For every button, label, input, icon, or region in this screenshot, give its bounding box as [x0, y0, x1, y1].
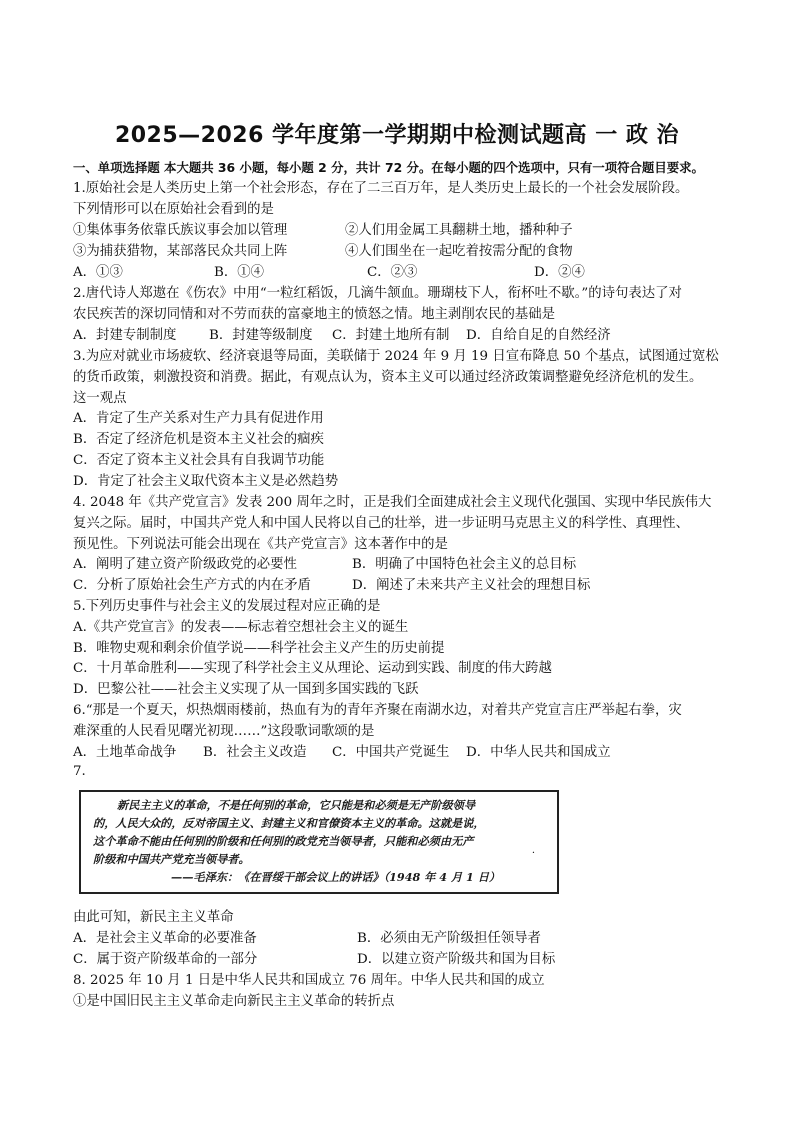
q7-option-c: C．属于资产阶级革命的一部分: [73, 952, 258, 967]
q4-stem-line-1: 4. 2048 年《共产党宣言》发表 200 周年之时，正是我们全面建成社会主义现代化强国、实现中华民族伟大: [73, 495, 712, 510]
q6-option-b: B．社会主义改造: [203, 745, 307, 760]
q2-option-d: D．自给自足的自然经济: [466, 328, 611, 343]
q2-option-a: A．封建专制制度: [73, 328, 177, 343]
q3-stem-line-2: 的货币政策，刺激投资和消费。据此，有观点认为，资本主义可以通过经济政策调整避免经济危机的发生。: [73, 370, 703, 385]
q1-option-b: B．①④: [214, 265, 265, 280]
q6-stem-line-2: 难深重的人民看见曙光初现……”这段歌词歌颂的是: [73, 724, 375, 739]
q3-stem-line-1: 3.为应对就业市场疲软、经济衰退等局面，美联储于 2024 年 9 月 19 日宣布降息 50 个基点，试图通过宽松: [73, 349, 719, 364]
q1-item-4: ④人们围坐在一起吃着按需分配的食物: [345, 244, 573, 259]
q6-option-c: C．中国共产党诞生: [332, 745, 450, 760]
q5-stem: 5.下列历史事件与社会主义的发展过程对应正确的是: [73, 599, 381, 614]
q7-number: 7.: [73, 764, 86, 779]
q1-item-1: ①集体事务依靠氏族议事会加以管理: [73, 223, 288, 238]
quote-source: ——毛泽东：《在晋绥干部会议上的讲话》（1948 年 4 月 1 日）: [171, 870, 501, 884]
q1-option-c: C．②③: [367, 265, 418, 280]
exam-title: 2025—2026 学年度第一学期期中检测试题高 一 政 治: [114, 123, 680, 148]
q2-option-b: B．封建等级制度: [209, 328, 313, 343]
q2-stem-line-2: 农民疾苦的深切同情和对不劳而获的富豪地主的愤怒之情。地主剥削农民的基础是: [73, 307, 556, 322]
q5-option-b: B．唯物史观和剩余价值学说——科学社会主义产生的历史前提: [73, 641, 445, 656]
quote-line: 新民主主义的革命，不是任何别的革命，它只能是和必须是无产阶级领导: [117, 798, 476, 812]
q8-stem-line-1: 8. 2025 年 10 月 1 日是中华人民共和国成立 76 周年。中华人民共和国的成立: [73, 973, 545, 988]
q4-option-c: C．分析了原始社会生产方式的内在矛盾: [73, 578, 311, 593]
q6-option-d: D．中华人民共和国成立: [466, 745, 611, 760]
q4-option-a: A．阐明了建立资产阶级政党的必要性: [73, 557, 297, 572]
q1-option-a: A．①③: [73, 265, 123, 280]
q5-option-a: A.《共产党宣言》的发表——标志着空想社会主义的诞生: [73, 620, 409, 635]
q3-stem-line-3: 这一观点: [73, 391, 127, 406]
q4-option-d: D．阐述了未来共产主义社会的理想目标: [352, 578, 591, 593]
q7-option-b: B．必须由无产阶级担任领导者: [357, 931, 541, 946]
q3-option-a: A．肯定了生产关系对生产力具有促进作用: [73, 411, 324, 426]
q1-stem-line-1: 1.原始社会是人类历史上第一个社会形态，存在了二三百万年，是人类历史上最长的一个社会发展阶段。: [73, 181, 689, 196]
q7-option-a: A．是社会主义革命的必要准备: [73, 931, 257, 946]
q4-stem-line-2: 复兴之际。届时，中国共产党人和中国人民将以自己的壮举，进一步证明马克思主义的科学性、真理性、: [73, 516, 689, 531]
q3-option-b: B．否定了经济危机是资本主义社会的痼疾: [73, 432, 324, 447]
q4-option-b: B．明确了中国特色社会主义的总目标: [352, 557, 577, 572]
dot-mark: ·: [531, 848, 535, 859]
quote-line: 的，人民大众的，反对帝国主义、封建主义和官僚资本主义的革命。这就是说，: [93, 816, 485, 830]
q4-stem-line-3: 预见性。下列说法可能会出现在《共产党宣言》这本著作中的是: [73, 537, 448, 552]
q7-option-d: D．以建立资产阶级共和国为目标: [357, 952, 556, 967]
quote-line: 阶级和中国共产党充当领导者。: [93, 852, 250, 866]
q1-item-2: ②人们用金属工具翻耕土地，播种种子: [345, 223, 573, 238]
q7-quote-box: [79, 790, 559, 894]
q6-option-a: A．土地革命战争: [73, 745, 177, 760]
q5-option-c: C．十月革命胜利——实现了科学社会主义从理论、运动到实践、制度的伟大跨越: [73, 661, 552, 676]
q3-option-d: D．肯定了社会主义取代资本主义是必然趋势: [73, 474, 339, 489]
q1-stem-line-2: 下列情形可以在原始社会看到的是: [73, 202, 274, 217]
q1-item-3: ③为捕获猎物，某部落民众共同上阵: [73, 244, 288, 259]
quote-line: 这个革命不能由任何别的阶级和任何别的政党充当领导者，只能和必须由无产: [93, 834, 474, 848]
q8-stem-line-2: ①是中国旧民主主义革命走向新民主主义革命的转折点: [73, 994, 395, 1009]
q2-option-c: C．封建土地所有制: [332, 328, 450, 343]
q6-stem-line-1: 6.“那是一个夏天，炽热烟雨楼前，热血有为的青年齐聚在南湖水边，对着共产党宣言庄严举起右拳，灾: [73, 703, 682, 718]
q1-option-d: D．②④: [534, 265, 585, 280]
q2-stem-line-1: 2.唐代诗人郑遨在《伤农》中用“一粒红稻饭，几滴牛颔血。珊瑚枝下人，衔杯吐不歇。”的诗句表达了对: [73, 286, 682, 301]
section-heading: 一、单项选择题 本大题共 36 小题，每小题 2 分，共计 72 分。在每小题的四个选项中，只有一项符合题目要求。: [73, 160, 704, 175]
q5-option-d: D．巴黎公社——社会主义实现了从一国到多国实践的飞跃: [73, 682, 419, 697]
q3-option-c: C．否定了资本主义社会具有自我调节功能: [73, 453, 325, 468]
q7-after-quote: 由此可知，新民主主义革命: [73, 910, 234, 925]
